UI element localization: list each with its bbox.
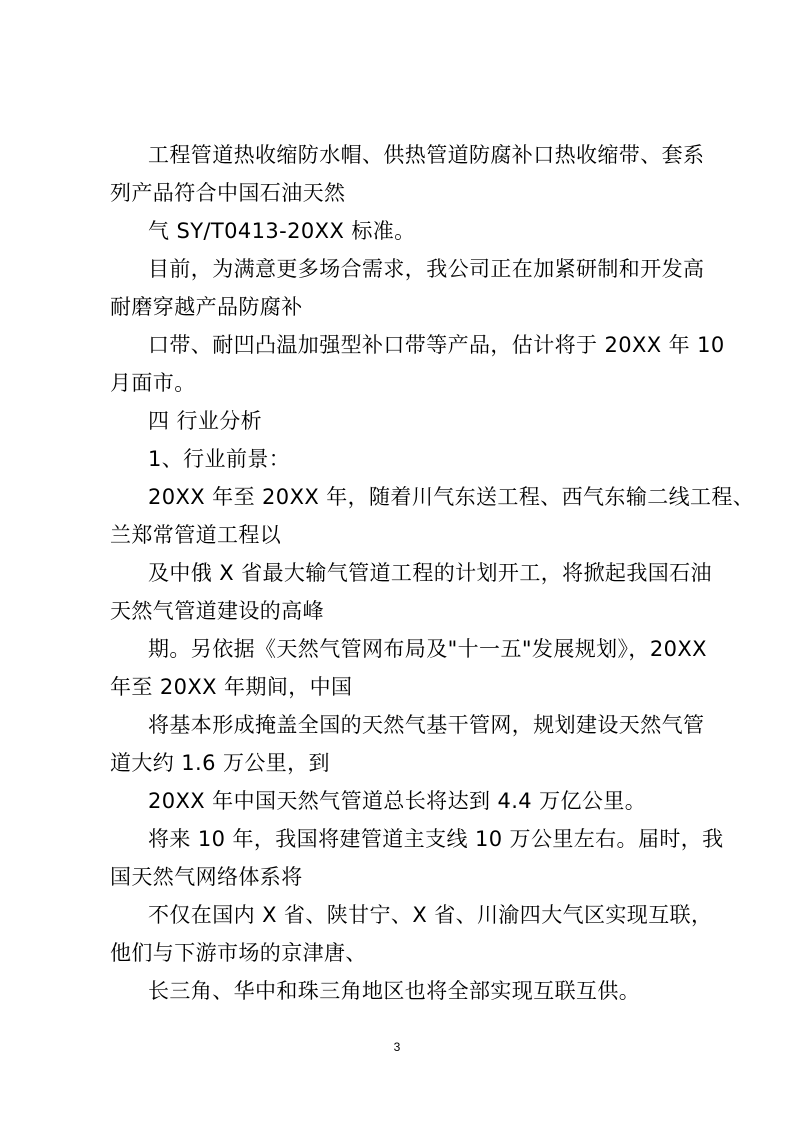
- text-line: 道大约 1.6 万公里，到: [110, 751, 330, 775]
- text-line: 期。另依据《天然气管网布局及"十一五"发展规划》，20XX: [148, 637, 707, 661]
- text-line: 气 SY/T0413-20XX 标准。: [148, 219, 416, 243]
- text-line: 口带、耐凹凸温加强型补口带等产品，估计将于 20XX 年 10: [148, 333, 725, 357]
- text-line: 20XX 年中国天然气管道总长将达到 4.4 万亿公里。: [148, 789, 647, 813]
- text-line: 月面市。: [110, 371, 196, 395]
- text-line: 及中俄 X 省最大输气管道工程的计划开工，将掀起我国石油: [148, 561, 712, 585]
- text-line: 不仅在国内 X 省、陕甘宁、X 省、川渝四大气区实现互联，: [148, 903, 713, 927]
- section-heading: 四 行业分析: [148, 409, 263, 433]
- text-line: 长三角、华中和珠三角地区也将全部实现互联互供。: [148, 979, 641, 1003]
- text-line: 耐磨穿越产品防腐补: [110, 295, 303, 319]
- text-line: 国天然气网络体系将: [110, 865, 303, 889]
- text-line: 将基本形成掩盖全国的天然气基干管网，规划建设天然气管: [148, 713, 705, 737]
- text-line: 兰郑常管道工程以: [110, 523, 282, 547]
- text-line: 天然气管道建设的高峰: [110, 599, 324, 623]
- page-number: 3: [393, 1040, 401, 1054]
- subsection-heading: 1、行业前景：: [148, 447, 291, 471]
- text-line: 他们与下游市场的京津唐、: [110, 941, 367, 965]
- text-line: 列产品符合中国石油天然: [110, 181, 346, 205]
- text-line: 目前，为满意更多场合需求，我公司正在加紧研制和开发高: [148, 257, 705, 281]
- text-line: 工程管道热收缩防水帽、供热管道防腐补口热收缩带、套系: [148, 143, 705, 167]
- text-line: 年至 20XX 年期间，中国: [110, 675, 353, 699]
- text-line: 20XX 年至 20XX 年，随着川气东送工程、西气东输二线工程、: [148, 485, 755, 509]
- text-line: 将来 10 年，我国将建管道主支线 10 万公里左右。届时，我: [148, 827, 724, 851]
